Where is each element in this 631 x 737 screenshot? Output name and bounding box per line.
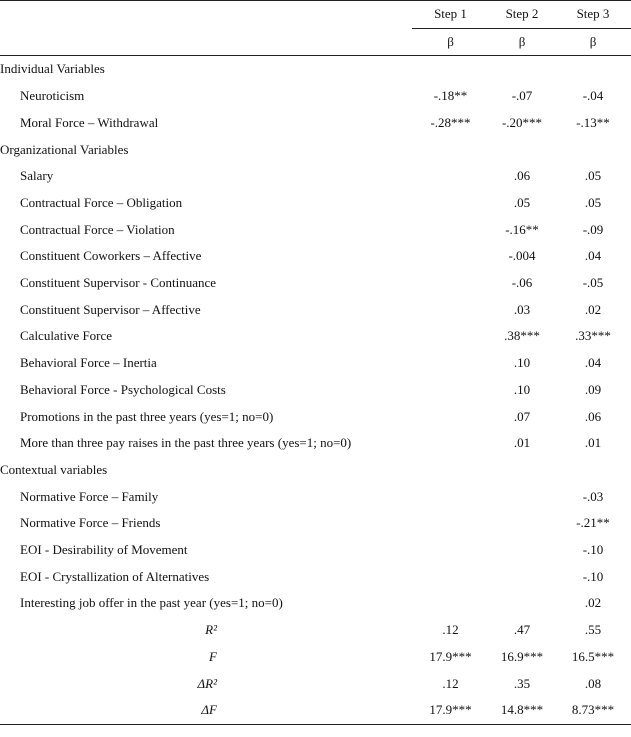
step-1-value: [412, 190, 489, 217]
table-body: [0, 56, 631, 725]
step-1-value: [412, 350, 489, 377]
step-2-value: .03: [513, 301, 531, 317]
variable-label: Contractual Force – Violation: [20, 221, 175, 237]
step-3-value: -.04: [582, 88, 604, 104]
step-3-stat: 8.73***: [555, 697, 631, 724]
step-3-value: .04: [584, 248, 602, 264]
step-1-value: [412, 564, 489, 591]
table-row: [0, 83, 631, 110]
section-title: Organizational Variables: [0, 141, 129, 157]
step-1-stat: .12: [442, 622, 459, 638]
table-row: [0, 297, 631, 324]
table-row: [0, 377, 631, 404]
step-header-row: [0, 1, 631, 29]
step-3-value: -.09: [582, 221, 604, 237]
table-row: [0, 484, 631, 511]
step-2-value: -.16**: [505, 221, 539, 237]
stat-row: [0, 697, 631, 724]
step-2-stat: 16.9***: [500, 648, 544, 664]
section-row: [0, 56, 631, 83]
table-row: [0, 217, 631, 244]
stat-row: [0, 644, 631, 671]
stat-label: ΔF: [0, 697, 412, 724]
step-3-value: -.21**: [576, 515, 610, 531]
step-2-value: -.004: [508, 248, 536, 264]
step-1-value: [412, 590, 489, 617]
step-3-value: .09: [584, 381, 602, 397]
step-3-value: -.05: [582, 275, 604, 291]
step-3-value: .05: [584, 194, 602, 210]
variable-label: Moral Force – Withdrawal: [20, 114, 159, 130]
step-3-value: -.10: [582, 568, 604, 584]
variable-label: EOI - Crystallization of Alternatives: [20, 568, 210, 584]
table-row: [0, 510, 631, 537]
step-1-value: -.28***: [430, 114, 471, 130]
step-2-value: [489, 510, 555, 537]
variable-label: Promotions in the past three years (yes=1; no=0): [20, 408, 274, 424]
step-2-value: [489, 484, 555, 511]
table-row: [0, 430, 631, 457]
step-2-stat: .47: [513, 622, 531, 638]
variable-label: Behavioral Force - Psychological Costs: [20, 381, 226, 397]
table-row: [0, 270, 631, 297]
section-row: [0, 137, 631, 164]
section-title: Individual Variables: [0, 61, 105, 77]
step-1-header: Step 1: [412, 1, 489, 29]
step-3-value: .06: [584, 408, 602, 424]
stat-row: [0, 617, 631, 644]
step-2-value: .10: [513, 381, 531, 397]
variable-label: Neuroticism: [20, 88, 85, 104]
step-1-value: [412, 510, 489, 537]
step-2-stat: .35: [513, 675, 531, 691]
table-row: [0, 190, 631, 217]
variable-label: Interesting job offer in the past year (yes=1; no=0): [20, 595, 283, 611]
step-3-value: .04: [584, 355, 602, 371]
table-row: [0, 350, 631, 377]
table-row: [0, 537, 631, 564]
step-3-value: .05: [584, 168, 602, 184]
variable-label: Salary: [20, 168, 54, 184]
table-row: [0, 110, 631, 137]
step-3-value: .02: [584, 301, 602, 317]
stat-label: R²: [205, 622, 217, 638]
step-3-value: -.03: [582, 488, 604, 504]
stat-row: [0, 671, 631, 698]
step-3-stat: .08: [584, 675, 602, 691]
section-row: [0, 457, 631, 484]
step-1-value: [412, 163, 489, 190]
table-row: [0, 323, 631, 350]
step-2-value: .06: [513, 168, 531, 184]
stat-label: ΔR²: [197, 675, 217, 691]
variable-label: More than three pay raises in the past three years (yes=1; no=0): [20, 435, 352, 451]
step-2-value: .38***: [504, 328, 540, 344]
step-2-value: [489, 590, 555, 617]
step-1-value: [412, 297, 489, 324]
step-1-stat: .12: [442, 675, 459, 691]
step-1-value: [412, 270, 489, 297]
step-1-value: [412, 430, 489, 457]
step-1-value: [412, 323, 489, 350]
step-2-value: -.07: [511, 88, 533, 104]
section-title: Contextual variables: [0, 461, 108, 477]
variable-label: EOI - Desirability of Movement: [20, 542, 188, 558]
step-2-stat: 14.8***: [489, 697, 555, 724]
step-3-value: -.13**: [576, 114, 610, 130]
step-3-value: .01: [584, 435, 602, 451]
header-blank: [0, 1, 412, 29]
variable-label: Behavioral Force – Inertia: [20, 355, 157, 371]
step-1-stat: 17.9***: [412, 697, 489, 724]
step-2-header: Step 2: [489, 1, 555, 29]
variable-label: Calculative Force: [20, 328, 113, 344]
variable-label: Constituent Supervisor – Affective: [20, 301, 201, 317]
step-3-header: Step 3: [555, 1, 631, 29]
table-row: [0, 590, 631, 617]
step-1-value: [412, 484, 489, 511]
step-2-value: -.20***: [501, 114, 543, 130]
step-2-value: .10: [513, 355, 531, 371]
step-2-value: .07: [513, 408, 531, 424]
step-1-value: [412, 537, 489, 564]
variable-label: Constituent Supervisor - Continuance: [20, 275, 217, 291]
table-row: [0, 564, 631, 591]
step-1-value: -.18**: [433, 88, 468, 104]
step-3-stat: .55: [584, 622, 602, 638]
variable-label: Normative Force – Family: [20, 488, 159, 504]
table-row: [0, 163, 631, 190]
step-2-value: .05: [513, 194, 531, 210]
step-3-stat: 16.5***: [571, 648, 615, 664]
step-2-value: [489, 564, 555, 591]
stat-label: F: [209, 648, 217, 664]
step-1-value: [412, 243, 489, 270]
beta-header: β: [555, 28, 631, 56]
step-2-value: [489, 537, 555, 564]
beta-header-row: [0, 28, 631, 56]
step-3-value: -.10: [582, 542, 604, 558]
beta-header: β: [412, 28, 489, 56]
table-row: [0, 243, 631, 270]
step-2-value: -.06: [511, 275, 533, 291]
step-3-value: .02: [584, 595, 602, 611]
variable-label: Constituent Coworkers – Affective: [20, 248, 202, 264]
table-row: [0, 404, 631, 431]
header-blank: [0, 28, 412, 56]
step-1-value: [412, 377, 489, 404]
step-1-stat: 17.9***: [429, 648, 472, 664]
step-1-value: [412, 217, 489, 244]
step-1-value: [412, 404, 489, 431]
beta-header: β: [489, 28, 555, 56]
variable-label: Contractual Force – Obligation: [20, 194, 183, 210]
step-3-value: .33***: [575, 328, 611, 344]
variable-label: Normative Force – Friends: [20, 515, 161, 531]
step-2-value: .01: [513, 435, 531, 451]
